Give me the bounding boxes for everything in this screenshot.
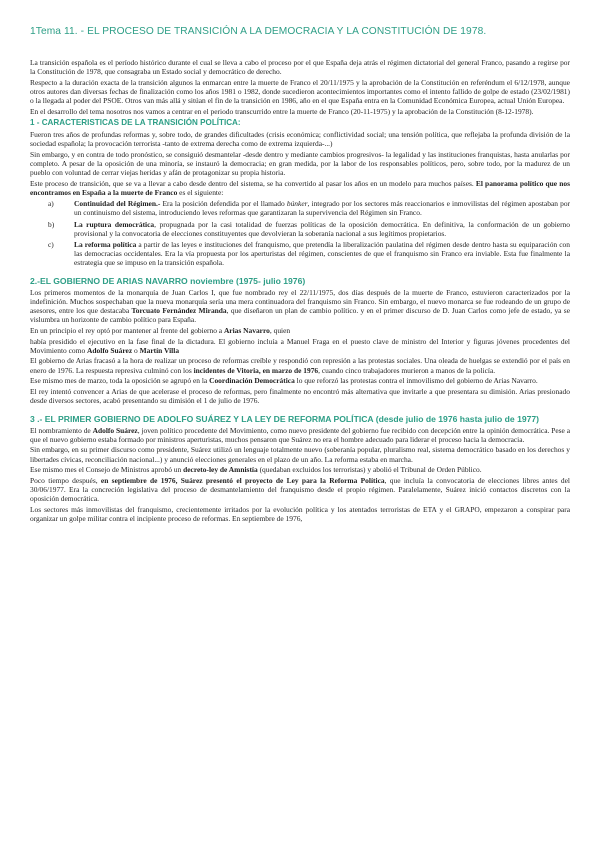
list-text: , propugnada por la casi totalidad de fuerzas políticas de la oposición democrática. En definitiva, la conformación de un gobierno provisional y la convocatoria de elecciones constituyentes que devolvieran la soberanía nacional a sus legítimos propietarios. (74, 219, 570, 238)
s2-paragraph-1 (30, 288, 570, 325)
s3-heading-text: 3 .- EL PRIMER GOBIERNO DE ADOLFO SUÁREZ Y LA LEY DE REFORMA POLÍTICA (30, 413, 374, 424)
s2-p1-bold: Torcuato Fernández Miranda (131, 305, 227, 315)
list-marker: a) (48, 199, 54, 209)
s3-paragraph-3 (30, 465, 570, 474)
section-2-heading (30, 276, 570, 286)
s3-paragraph-5: Los sectores más inmovilistas del franquismo, crecientemente irritados por la evolución política y los atentados terroristas de ETA y el GRAPO, empezaron a conspirar para organizar un golpe militar contra el incipiente proceso de reformas. En septiembre de 1976, (30, 505, 570, 524)
document-title: 1Tema 11. - EL PROCESO DE TRANSICIÓN A LA DEMOCRACIA Y LA CONSTITUCIÓN DE 1978. (30, 26, 487, 37)
intro-paragraph-2: Respecto a la duración exacta de la transición algunos la enmarcan entre la muerte de Franco el 20/11/1975 y la aprobación de la Constitución en referéndum el 6/12/1978, aunque otros autores dan diversas fechas de finalización como los años 1981 o 1982, donde sucedieron acontecimientos importantes como el intento fallido de golpe de estado (23/02/1981) o la llegada al poder del PSOE. Otros van más allá y sitúan el fin de la transición en 1986, año en el que España entra en la Comunidad Económica Europea, actual Unión Europea. (30, 77, 570, 106)
section-1-heading: 1 - CARACTERISTICAS DE LA TRANSICIÓN POLÍTICA: (30, 117, 241, 127)
s2-paragraph-6: El rey intentó convencer a Arias de que acelerase el proceso de reformas, pero finalmente no encontró más alternativa que invitarle a que presentara su dimisión. Arias presionado desde diversos sectores, acabó presentando su dimisión el 1 de julio de 1976. (30, 387, 570, 406)
section-3-heading (30, 414, 570, 424)
s2-paragraph-2 (30, 326, 570, 335)
s2-p3-bold-1: Adolfo Suárez (87, 345, 133, 355)
s3-heading-dates: (desde julio de 1976 hasta julio de 1977) (375, 413, 540, 424)
intro-paragraph-3: En el desarrollo del tema nosotros nos vamos a centrar en el periodo transcurrido entre la muerte de Franco (20-11-1975) y la aprobación de la Constitución (8-12-1978). (30, 107, 534, 117)
list-text: Era la posición defendida por el llamado (160, 199, 287, 209)
list-item (48, 199, 571, 218)
list-emphasis: búnker (286, 199, 308, 209)
s2-p1-text: Los primeros momentos de la monarquía de Juan Carlos I, que fue nombrado rey el 22/11/1975, dos días después de la muerte de Franco, estuvieron caracterizados por la indefinición. Muchos sospechaban que la nueva monarquía sería una mera continuadora del franquismo sin Franco. Sin embargo, el nuevo monarca se fue rodeando de un grupo de asesores, entre los que destacaba (30, 287, 570, 315)
s2-p3-bold-2: Martín Villa (139, 345, 180, 355)
s2-p1-end: , que diseñaron un plan de cambio político. y en el primer discurso de D. Juan Carlos como jefe de estado, ya se vislumbra un horizonte de cambio político para España. (30, 305, 570, 325)
s3-p1-text: El nombramiento de (30, 425, 91, 435)
s2-p3-text: había presidido el ejecutivo en la fase final de la dictadura. El gobierno incluía a Manuel Fraga en el puesto clave de ministro del Interior y figuras jóvenes procedentes del Movimiento como (30, 336, 570, 355)
s3-p3-end: (quedaban excluidos los terroristas) y abolió el Tribunal de Orden Público. (259, 465, 482, 475)
s3-p4-bold: en septiembre de 1976, Suárez presentó el proyecto de Ley para la Reforma Política (100, 476, 385, 486)
s2-p2-bold: Arias Navarro (223, 325, 270, 335)
list-marker: b) (48, 219, 55, 229)
list-term: La ruptura democrática (74, 219, 155, 229)
list-item (48, 219, 570, 238)
political-options-list (30, 199, 570, 267)
s1-p3-bold: El panorama político que nos encontramos en España a la muerte de Franco (30, 178, 570, 197)
list-term: Continuidad del Régimen.- (74, 199, 161, 209)
s3-paragraph-4 (30, 476, 570, 504)
s2-paragraph-4 (30, 356, 570, 374)
s2-heading-text: 2.-EL GOBIERNO DE ARIAS NAVARRO (30, 275, 188, 286)
s2-p2-end: , quien (269, 325, 291, 335)
s2-p4-text: El gobierno de Arias fracasó a la hora de realizar un proceso de reformas creíble y respondió con represión a las protestas sociales. Una oleada de huelgas se extendió por el país en enero de 1976. La respuesta represiva culminó con los (30, 356, 570, 375)
s1-paragraph-1: Fueron tres años de profundas reformas y, sobre todo, de grandes dificultades (crisis económica; conflictividad social; una tensión política, que reflejaba la profunda división de la sociedad española; la provocación terrorista -tanto de extrema derecha como de extrema izquierda-...) (30, 129, 570, 148)
s2-p2-text: En un principio el rey optó por mantener al frente del gobierno a (30, 325, 223, 335)
list-marker: c) (48, 239, 54, 249)
list-text: a partir de las leyes e instituciones del franquismo, que pretendía la liberalización paulatina del régimen desde dentro hasta su equiparación con las democracias occidentales. Era la vía propuesta por los aperturistas del régimen, conscientes de que el franquismo sin Franco era inviable. Esta fue finalmente la estrategia que se impuso en la transición española. (74, 239, 570, 268)
s1-p3-end: es el siguiente: (179, 187, 224, 197)
s2-paragraph-5 (30, 376, 570, 385)
list-item (48, 239, 570, 268)
s3-p4-text: Poco tiempo después, (30, 476, 98, 486)
s3-p4-end: , que incluía la convocatoria de elecciones libres antes del 30/06/1977. Era la concreción legislativa del proceso de desmantelamiento del franquismo desde el propio régimen. Paralelamente, Suárez inició contactos discretos con la oposición democrática. (30, 476, 570, 504)
s2-p5-text: Ese mismo mes de marzo, toda la oposición se agrupó en la (30, 376, 208, 386)
s2-p3-mid: o (134, 345, 138, 355)
s2-heading-dates: noviembre (1975- julio 1976) (190, 275, 306, 286)
s3-paragraph-2: Sin embargo, en su primer discurso como presidente, Suárez utilizó un lenguaje totalmente nuevo (soberanía popular, pluralismo real, sistema democrático basado en los derechos y libertades cívicas, reconciliación nacional...) y anunció elecciones generales en el plazo de un año. La reforma estaba en marcha. (30, 445, 570, 464)
s3-p3-bold: decreto-ley de Amnistía (183, 465, 258, 475)
list-rest: , integrado por los sectores más reaccionarios e inmovilistas del régimen apostaban por un continuismo del sistema, introduciendo leves reformas que garantizaran la supervivencia del Régimen sin Franco. (74, 199, 571, 218)
s2-p4-bold: incidentes de Vitoria, en marzo de 1976 (193, 365, 319, 375)
intro-paragraph-1: La transición española es el período histórico durante el cual se lleva a cabo el proceso por el que España deja atrás el régimen dictatorial del general Franco, pasando a regirse por la Constitución de 1978, que consagraba un Estado social y democrático de derecho. (30, 58, 570, 77)
s2-p5-end: lo que reforzó las protestas contra el inmovilismo del gobierno de Arias Navarro. (296, 376, 538, 386)
s1-paragraph-3 (30, 179, 570, 197)
s1-paragraph-2: Sin embargo, y en contra de todo pronóstico, se consiguió desmantelar -desde dentro y mediante cambios progresivos- la legalidad y las instituciones franquistas, hasta anularlas por completo. A pesar de la oposición de una minoría, se instauró la democracia; en gran medida, por la labor de los responsables políticos, pero, sobre todo, por la madurez de un pueblo con voluntad de cerrar viejas heridas y afán de protagonizar su propia historia. (30, 149, 570, 178)
list-term: La reforma política (74, 239, 137, 249)
s3-p1-end: , joven político procedente del Movimiento, como nuevo presidente del gobierno fue recibido con decepción entre la opinión democrática. Pese a que el nuevo gobierno estaba formado por ministros aperturistas, muchos pensaron que Suárez no era el hombre adecuado para liderar el proceso hacia la democracia. (30, 425, 571, 444)
s3-p3-text: Ese mismo mes el Consejo de Ministros aprobó un (30, 465, 182, 475)
s3-paragraph-1 (30, 426, 570, 444)
s2-p4-end: , cuando cinco trabajadores murieron a manos de la policía. (318, 365, 496, 375)
s3-p1-bold: Adolfo Suárez (92, 425, 138, 435)
s2-p5-bold: Coordinación Democrática (209, 376, 295, 386)
s2-paragraph-3 (30, 337, 570, 355)
s1-p3-text: Este proceso de transición, que se va a llevar a cabo desde dentro del sistema, se ha convertido al pasar los años en un modelo para muchos países. (30, 178, 474, 188)
